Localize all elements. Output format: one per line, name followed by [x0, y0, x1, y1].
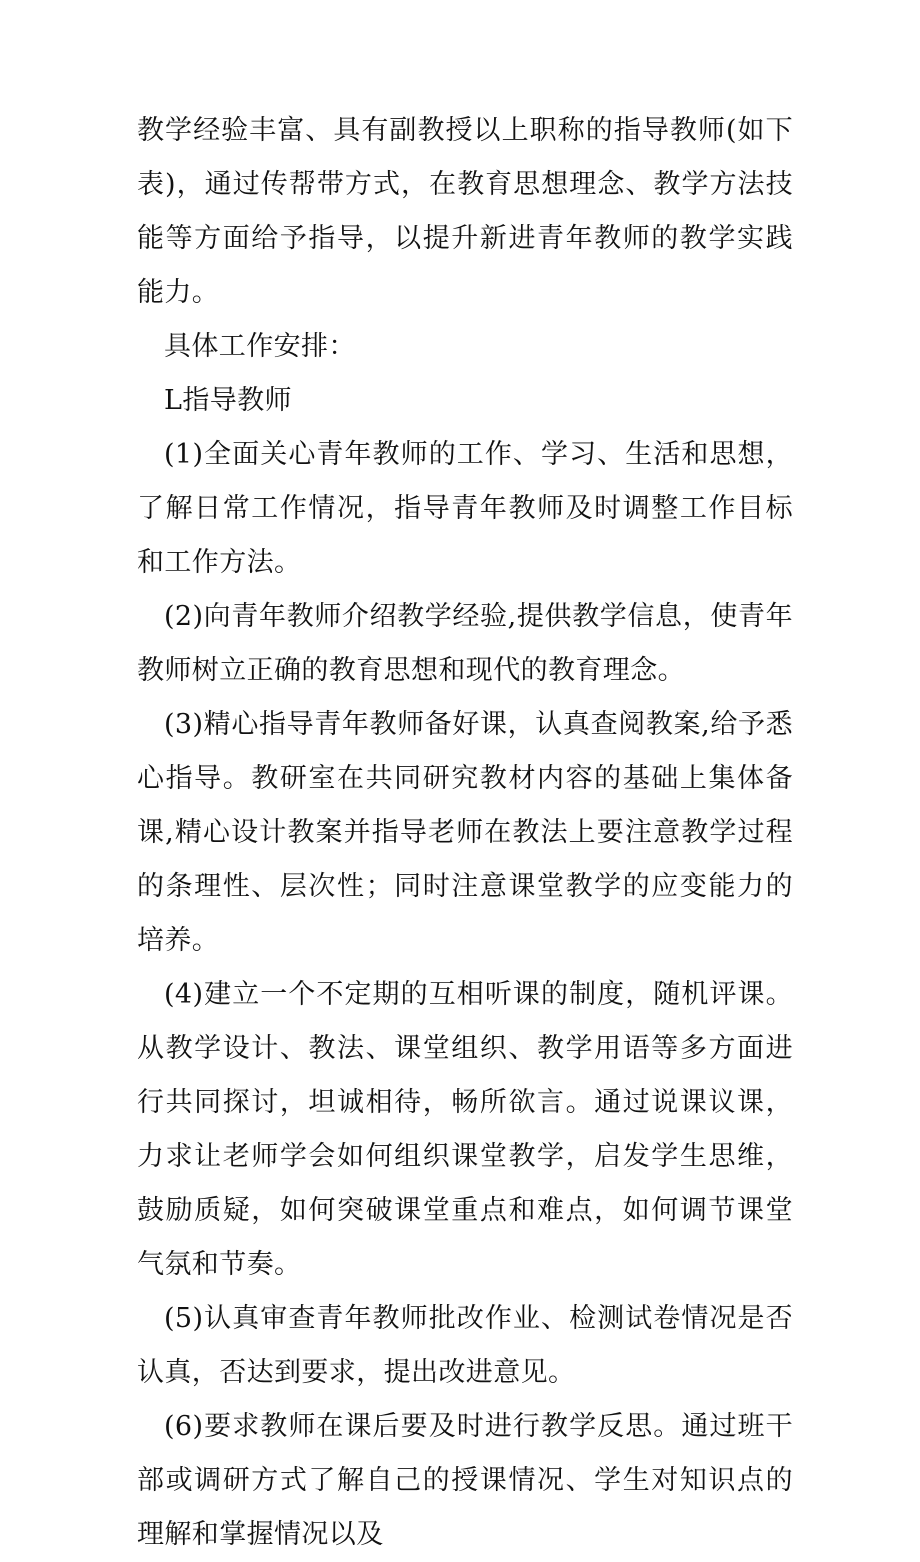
paragraph-item-6: (6)要求教师在课后要及时进行教学反思。通过班干部或调研方式了解自己的授课情况、学生对知识点的理解和掌握情况以及	[137, 1411, 793, 1550]
paragraph-intro: 教学经验丰富、具有副教授以上职称的指导教师(如下表)，通过传帮带方式，在教育思想理念、教学方法技能等方面给予指导，以提升新进青年教师的教学实践能力。	[137, 115, 793, 308]
paragraph-item-5: (5)认真审查青年教师批改作业、检测试卷情况是否认真，否达到要求，提出改进意见。	[137, 1303, 793, 1388]
paragraph-item-2: (2)向青年教师介绍教学经验,提供教学信息，使青年教师树立正确的教育思想和现代的教育理念。	[137, 601, 793, 686]
paragraph-work-arrangement-heading: 具体工作安排：	[164, 331, 356, 362]
paragraph-item-4: (4)建立一个不定期的互相听课的制度，随机评课。从教学设计、教法、课堂组织、教学用语等多方面进行共同探讨，坦诚相待，畅所欲言。通过说课议课，力求让老师学会如何组织课堂教学，启发学生思维，鼓励质疑，如何突破课堂重点和难点，如何调节课堂气氛和节奏。	[137, 979, 793, 1280]
paragraph-item-3: (3)精心指导青年教师备好课，认真查阅教案,给予悉心指导。教研室在共同研究教材内容的基础上集体备课,精心设计教案并指导老师在教法上要注意教学过程的条理性、层次性；同时注意课堂教学的应变能力的培养。	[137, 709, 793, 956]
paragraph-item-1: (1)全面关心青年教师的工作、学习、生活和思想，了解日常工作情况，指导青年教师及时调整工作目标和工作方法。	[137, 439, 793, 578]
document-body	[137, 104, 793, 1562]
paragraph-section-heading: L指导教师	[164, 385, 292, 416]
